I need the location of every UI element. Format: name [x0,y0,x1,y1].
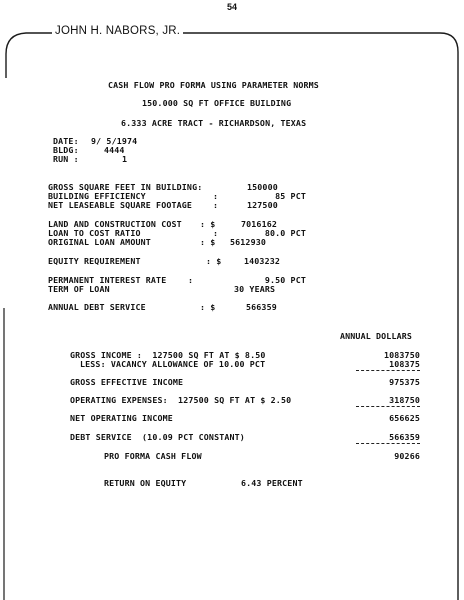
net-sqft-label: NET LEASEABLE SQUARE FOOTAGE [48,200,193,210]
gei-label: GROSS EFFECTIVE INCOME [70,377,184,387]
land-cost-colon: : $ [200,219,216,229]
noi-label: NET OPERATING INCOME [70,413,173,423]
interest-label: PERMANENT INTEREST RATE [48,275,167,285]
tract-location: 6.333 ACRE TRACT - RICHARDSON, TEXAS [121,118,307,128]
land-cost-label: LAND AND CONSTRUCTION COST [48,219,182,229]
equity-colon: : $ [206,256,222,266]
gross-sqft-label: GROSS SQUARE FEET IN BUILDING: [48,182,203,192]
date-label: DATE: [53,136,79,146]
bldg-label: BLDG: [53,145,79,155]
loan-amount-value: 5612930 [230,237,267,247]
debt-service-label: ANNUAL DEBT SERVICE [48,302,146,312]
proforma-value: 90266 [394,451,420,461]
roe-value: 6.43 PERCENT [241,478,303,488]
proforma-label: PRO FORMA CASH FLOW [104,451,202,461]
efficiency-colon: : [213,191,219,201]
separator-line [356,370,420,371]
page-number: 54 [226,2,237,12]
ltc-value: 80.0 PCT [264,228,306,238]
interest-value: 9.50 PCT [264,275,306,285]
annual-dollars-header: ANNUAL DOLLARS [340,331,413,341]
roe-label: RETURN ON EQUITY [104,478,187,488]
term-value: 30 YEARS [234,284,276,294]
term-label: TERM OF LOAN [48,284,110,294]
ltc-label: LOAN TO COST RATIO [48,228,141,238]
opex-label: OPERATING EXPENSES: 127500 SQ FT AT $ 2.50 [70,395,292,405]
net-sqft-value: 127500 [247,200,278,210]
separator-line [356,406,420,407]
date-value: 9/ 5/1974 [91,136,138,146]
debt-label: DEBT SERVICE (10.09 PCT CONSTANT) [70,432,245,442]
ltc-colon: : [213,228,219,238]
interest-colon: : [188,275,194,285]
opex-value: 318750 [389,395,420,405]
run-value: 1 [122,154,128,164]
gross-income-label: GROSS INCOME : 127500 SQ FT AT $ 8.50 [70,350,266,360]
loan-amount-label: ORIGINAL LOAN AMOUNT [48,237,151,247]
run-label: RUN : [53,154,79,164]
vacancy-label: LESS: VACANCY ALLOWANCE OF 10.00 PCT [80,359,266,369]
gei-value: 975375 [389,377,420,387]
separator-line [356,443,420,444]
efficiency-label: BUILDING EFFICIENCY [48,191,146,201]
debt-value: 566359 [389,432,420,442]
net-sqft-colon: : [213,200,219,210]
bldg-value: 4444 [104,145,125,155]
efficiency-value: 85 PCT [275,191,306,201]
noi-value: 656625 [389,413,420,423]
vacancy-value: 108375 [389,359,420,369]
loan-amount-colon: : $ [200,237,216,247]
building-size: 150.000 SQ FT OFFICE BUILDING [142,98,292,108]
debt-service-colon: : $ [200,302,216,312]
gross-sqft-value: 150000 [247,182,278,192]
report-title: CASH FLOW PRO FORMA USING PARAMETER NORMS [108,80,319,90]
gross-income-value: 1083750 [383,350,420,360]
debt-service-value: 566359 [246,302,277,312]
equity-label: EQUITY REQUIREMENT [48,256,141,266]
equity-value: 1403232 [244,256,281,266]
author-name: JOHN H. NABORS, JR. [52,25,183,37]
land-cost-value: 7016162 [241,219,278,229]
